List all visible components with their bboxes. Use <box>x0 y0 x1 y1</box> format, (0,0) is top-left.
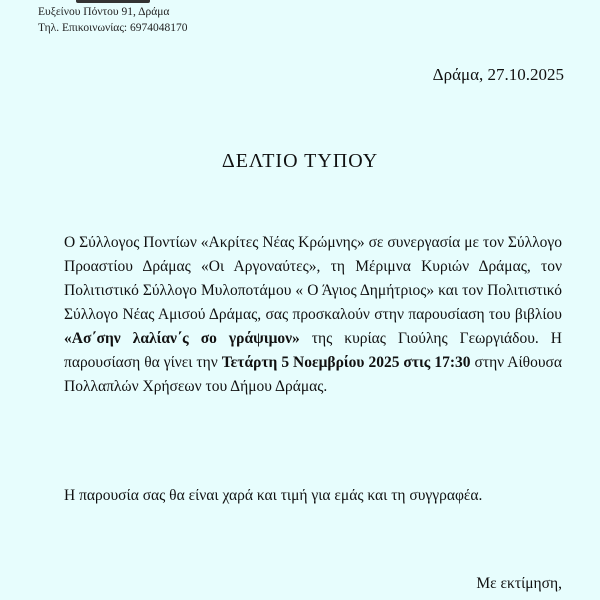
closing-line: Η παρουσία σας θα είναι χαρά και τιμή για εμάς και τη συγγραφέα. <box>64 487 483 504</box>
letterhead-phone: Τηλ. Επικοινωνίας: 6974048170 <box>38 22 188 34</box>
book-title: «Ασ΄σην λαλίαν΄ς σο γράψιμον» <box>64 330 300 347</box>
body-part-1: Ο Σύλλογος Ποντίων «Ακρίτες Νέας Κρώμνης» σε συνεργασία με τον Σύλλογο Προαστίου Δράμας «Οι Αργοναύτες», τη Μέριμνα Κυριών Δράμας, τον Πολιτιστικό Σύλλογο Μυλοποτάμου « Ο Άγιος Δημήτριος» και τον Πολιτιστικό Σύλλογο Νέας Αμισού Δράμας, σας προσκαλούν στην παρουσίαση του βιβλίου <box>64 234 562 323</box>
event-datetime: Τετάρτη 5 Νοεμβρίου 2025 στις 17:30 <box>221 354 471 371</box>
letterhead <box>38 4 187 36</box>
letterhead-address: Ευξείνου Πόντου 91, Δράμα <box>38 6 170 18</box>
signoff: Με εκτίμηση, <box>476 575 562 592</box>
logo-fragment <box>76 0 150 3</box>
body-part-2: της κυρίας Γιούλης Γεωργιάδου. Η παρουσίαση θα γίνει την <box>64 330 562 371</box>
date-line: Δράμα, 27.10.2025 <box>432 65 564 84</box>
body-part-3: στην Αίθουσα Πολλαπλών Χρήσεων του Δήμου Δράμας. <box>64 354 562 395</box>
document-title: ΔΕΛΤΙΟ ΤΥΠΟΥ <box>221 150 379 172</box>
body-paragraph <box>64 231 562 399</box>
